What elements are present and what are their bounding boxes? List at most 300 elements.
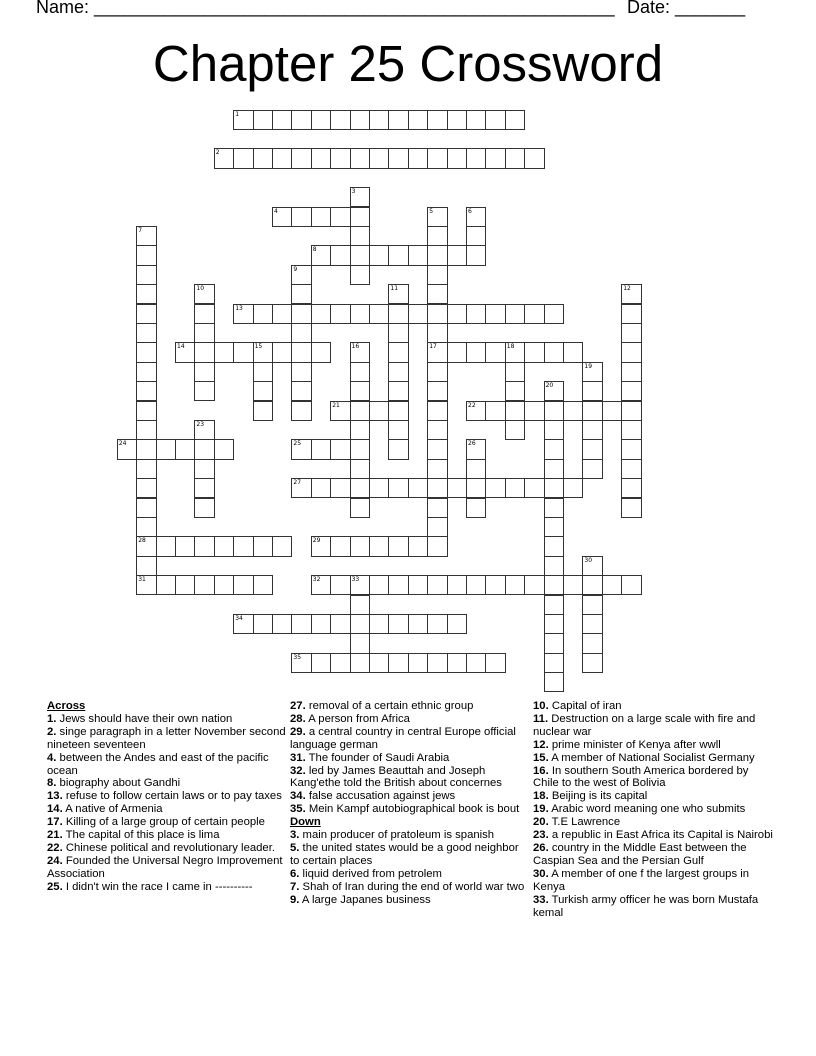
grid-cell[interactable] bbox=[388, 342, 408, 362]
clue-number: 8. bbox=[47, 777, 57, 790]
grid-cell[interactable] bbox=[233, 614, 253, 634]
grid-cell[interactable] bbox=[175, 439, 195, 459]
grid-cell[interactable] bbox=[350, 498, 370, 518]
grid-cell[interactable] bbox=[408, 304, 428, 324]
grid-cell[interactable] bbox=[388, 284, 408, 304]
grid-cell[interactable] bbox=[194, 439, 214, 459]
grid-cell[interactable] bbox=[427, 498, 447, 518]
grid-cell[interactable] bbox=[350, 439, 370, 459]
grid-cell[interactable] bbox=[194, 498, 214, 518]
grid-cell[interactable] bbox=[136, 342, 156, 362]
grid-cell[interactable] bbox=[563, 342, 583, 362]
grid-cell[interactable] bbox=[447, 304, 467, 324]
grid-cell[interactable] bbox=[388, 478, 408, 498]
grid-cell[interactable] bbox=[427, 148, 447, 168]
grid-cell[interactable] bbox=[194, 342, 214, 362]
grid-cell[interactable] bbox=[621, 284, 641, 304]
grid-cell[interactable] bbox=[136, 498, 156, 518]
page-title: Chapter 25 Crossword bbox=[152, 35, 664, 92]
grid-cell[interactable] bbox=[447, 614, 467, 634]
grid-cell[interactable] bbox=[156, 536, 176, 556]
grid-cell[interactable] bbox=[621, 381, 641, 401]
grid-cell[interactable] bbox=[466, 226, 486, 246]
grid-cell[interactable] bbox=[485, 478, 505, 498]
grid-cell[interactable] bbox=[621, 362, 641, 382]
grid-cell[interactable] bbox=[291, 614, 311, 634]
grid-cell[interactable] bbox=[350, 595, 370, 615]
grid-cell[interactable] bbox=[291, 284, 311, 304]
grid-cell[interactable] bbox=[136, 226, 156, 246]
grid-cell[interactable] bbox=[485, 401, 505, 421]
grid-cell[interactable] bbox=[388, 439, 408, 459]
grid-cell[interactable] bbox=[505, 362, 525, 382]
grid-cell[interactable] bbox=[485, 575, 505, 595]
grid-cell[interactable] bbox=[466, 110, 486, 130]
grid-cell[interactable] bbox=[136, 478, 156, 498]
grid-cell[interactable] bbox=[621, 459, 641, 479]
grid-cell[interactable] bbox=[388, 245, 408, 265]
grid-cell[interactable] bbox=[466, 653, 486, 673]
grid-cell[interactable] bbox=[505, 148, 525, 168]
grid-cell[interactable] bbox=[427, 439, 447, 459]
grid-cell[interactable] bbox=[621, 304, 641, 324]
grid-cell[interactable] bbox=[582, 439, 602, 459]
grid-cell[interactable] bbox=[447, 653, 467, 673]
grid-cell[interactable] bbox=[369, 478, 389, 498]
grid-cell[interactable] bbox=[369, 536, 389, 556]
grid-cell[interactable] bbox=[233, 342, 253, 362]
grid-cell[interactable] bbox=[505, 110, 525, 130]
grid-cell[interactable] bbox=[524, 304, 544, 324]
grid-cell[interactable] bbox=[427, 536, 447, 556]
date-field[interactable]: Date: _______ bbox=[627, 0, 746, 17]
grid-cell[interactable] bbox=[253, 342, 273, 362]
grid-cell[interactable] bbox=[621, 323, 641, 343]
grid-cell[interactable] bbox=[544, 614, 564, 634]
grid-cell[interactable] bbox=[466, 575, 486, 595]
grid-cell[interactable] bbox=[194, 362, 214, 382]
grid-cell[interactable] bbox=[350, 614, 370, 634]
clue-number: 16. bbox=[533, 764, 549, 777]
grid-cell[interactable] bbox=[330, 110, 350, 130]
grid-cell[interactable] bbox=[136, 245, 156, 265]
grid-cell[interactable] bbox=[408, 653, 428, 673]
grid-cell[interactable] bbox=[369, 148, 389, 168]
grid-cell[interactable] bbox=[272, 342, 292, 362]
grid-cell[interactable] bbox=[582, 614, 602, 634]
grid-cell[interactable] bbox=[408, 536, 428, 556]
grid-cell[interactable] bbox=[369, 401, 389, 421]
grid-cell[interactable] bbox=[524, 148, 544, 168]
grid-cell[interactable] bbox=[427, 459, 447, 479]
grid-cell[interactable] bbox=[388, 401, 408, 421]
clue-across bbox=[47, 726, 287, 752]
grid-cell[interactable] bbox=[214, 439, 234, 459]
grid-cell[interactable] bbox=[350, 381, 370, 401]
grid-cell[interactable] bbox=[544, 653, 564, 673]
grid-cell[interactable] bbox=[447, 110, 467, 130]
grid-cell[interactable] bbox=[582, 381, 602, 401]
grid-cell[interactable] bbox=[350, 110, 370, 130]
grid-cell[interactable] bbox=[466, 439, 486, 459]
grid-cell[interactable] bbox=[330, 478, 350, 498]
grid-cell[interactable] bbox=[350, 653, 370, 673]
grid-cell[interactable] bbox=[388, 381, 408, 401]
grid-cell[interactable] bbox=[582, 595, 602, 615]
grid-cell[interactable] bbox=[136, 304, 156, 324]
grid-cell[interactable] bbox=[117, 439, 137, 459]
grid-cell[interactable] bbox=[563, 575, 583, 595]
grid-cell[interactable] bbox=[544, 478, 564, 498]
grid-cell[interactable] bbox=[427, 614, 447, 634]
grid-cell[interactable] bbox=[582, 401, 602, 421]
grid-cell[interactable] bbox=[156, 439, 176, 459]
grid-cell[interactable] bbox=[136, 284, 156, 304]
grid-cell[interactable] bbox=[485, 304, 505, 324]
grid-cell[interactable] bbox=[350, 633, 370, 653]
grid-cell[interactable] bbox=[427, 245, 447, 265]
grid-cell[interactable] bbox=[311, 439, 331, 459]
grid-cell[interactable] bbox=[311, 614, 331, 634]
grid-cell[interactable] bbox=[311, 245, 331, 265]
grid-cell[interactable] bbox=[291, 381, 311, 401]
grid-cell[interactable] bbox=[369, 245, 389, 265]
grid-cell[interactable] bbox=[582, 459, 602, 479]
clue-number: 2 bbox=[215, 149, 220, 157]
clue-down bbox=[533, 803, 773, 816]
grid-cell[interactable] bbox=[466, 304, 486, 324]
grid-cell[interactable] bbox=[544, 556, 564, 576]
grid-cell[interactable] bbox=[311, 342, 331, 362]
grid-cell[interactable] bbox=[311, 148, 331, 168]
grid-cell[interactable] bbox=[350, 575, 370, 595]
grid-cell[interactable] bbox=[136, 536, 156, 556]
grid-cell[interactable] bbox=[253, 362, 273, 382]
grid-cell[interactable] bbox=[272, 110, 292, 130]
grid-cell[interactable] bbox=[194, 304, 214, 324]
grid-cell[interactable] bbox=[350, 401, 370, 421]
grid-cell[interactable] bbox=[485, 110, 505, 130]
grid-cell[interactable] bbox=[582, 633, 602, 653]
grid-cell[interactable] bbox=[291, 342, 311, 362]
grid-cell[interactable] bbox=[233, 575, 253, 595]
grid-cell[interactable] bbox=[136, 323, 156, 343]
grid-cell[interactable] bbox=[505, 381, 525, 401]
grid-cell[interactable] bbox=[621, 498, 641, 518]
grid-cell[interactable] bbox=[505, 478, 525, 498]
grid-cell[interactable] bbox=[466, 459, 486, 479]
grid-cell[interactable] bbox=[427, 265, 447, 285]
grid-cell[interactable] bbox=[505, 304, 525, 324]
grid-cell[interactable] bbox=[408, 478, 428, 498]
grid-cell[interactable] bbox=[621, 478, 641, 498]
grid-cell[interactable] bbox=[544, 420, 564, 440]
grid-cell[interactable] bbox=[350, 148, 370, 168]
grid-cell[interactable] bbox=[291, 265, 311, 285]
grid-cell[interactable] bbox=[505, 401, 525, 421]
grid-cell[interactable] bbox=[350, 207, 370, 227]
grid-cell[interactable] bbox=[427, 342, 447, 362]
grid-cell[interactable] bbox=[388, 323, 408, 343]
grid-cell[interactable] bbox=[408, 245, 428, 265]
grid-cell[interactable] bbox=[582, 420, 602, 440]
grid-cell[interactable] bbox=[544, 633, 564, 653]
grid-cell[interactable] bbox=[544, 672, 564, 692]
grid-cell[interactable] bbox=[233, 304, 253, 324]
grid-cell[interactable] bbox=[582, 575, 602, 595]
grid-cell[interactable] bbox=[621, 575, 641, 595]
grid-cell[interactable] bbox=[291, 110, 311, 130]
grid-cell[interactable] bbox=[253, 304, 273, 324]
grid-cell[interactable] bbox=[350, 187, 370, 207]
grid-cell[interactable] bbox=[369, 110, 389, 130]
grid-cell[interactable] bbox=[194, 323, 214, 343]
grid-cell[interactable] bbox=[427, 110, 447, 130]
grid-cell[interactable] bbox=[350, 265, 370, 285]
grid-cell[interactable] bbox=[544, 498, 564, 518]
grid-cell[interactable] bbox=[291, 148, 311, 168]
grid-cell[interactable] bbox=[253, 381, 273, 401]
grid-cell[interactable] bbox=[427, 284, 447, 304]
grid-cell[interactable] bbox=[272, 304, 292, 324]
grid-cell[interactable] bbox=[136, 459, 156, 479]
grid-cell[interactable] bbox=[194, 478, 214, 498]
grid-cell[interactable] bbox=[602, 575, 622, 595]
grid-cell[interactable] bbox=[388, 304, 408, 324]
grid-cell[interactable] bbox=[408, 614, 428, 634]
grid-cell[interactable] bbox=[194, 381, 214, 401]
grid-cell[interactable] bbox=[427, 323, 447, 343]
grid-cell[interactable] bbox=[427, 653, 447, 673]
grid-cell[interactable] bbox=[330, 575, 350, 595]
grid-cell[interactable] bbox=[466, 245, 486, 265]
grid-cell[interactable] bbox=[194, 420, 214, 440]
grid-cell[interactable] bbox=[350, 362, 370, 382]
grid-cell[interactable] bbox=[311, 478, 331, 498]
grid-cell[interactable] bbox=[466, 148, 486, 168]
grid-cell[interactable] bbox=[330, 439, 350, 459]
grid-cell[interactable] bbox=[291, 439, 311, 459]
grid-cell[interactable] bbox=[350, 536, 370, 556]
grid-cell[interactable] bbox=[466, 478, 486, 498]
grid-cell[interactable] bbox=[524, 342, 544, 362]
grid-cell[interactable] bbox=[544, 342, 564, 362]
grid-cell[interactable] bbox=[311, 536, 331, 556]
grid-cell[interactable] bbox=[544, 575, 564, 595]
grid-cell[interactable] bbox=[272, 207, 292, 227]
grid-cell[interactable] bbox=[253, 575, 273, 595]
grid-cell[interactable] bbox=[427, 304, 447, 324]
grid-cell[interactable] bbox=[621, 401, 641, 421]
grid-cell[interactable] bbox=[427, 575, 447, 595]
grid-cell[interactable] bbox=[582, 556, 602, 576]
grid-cell[interactable] bbox=[524, 478, 544, 498]
grid-cell[interactable] bbox=[505, 575, 525, 595]
grid-cell[interactable] bbox=[466, 342, 486, 362]
name-field[interactable]: Name: ____________________________________________________ bbox=[36, 0, 615, 17]
grid-cell[interactable] bbox=[369, 304, 389, 324]
grid-cell[interactable] bbox=[544, 439, 564, 459]
grid-cell[interactable] bbox=[136, 556, 156, 576]
grid-cell[interactable] bbox=[544, 517, 564, 537]
grid-cell[interactable] bbox=[136, 401, 156, 421]
grid-cell[interactable] bbox=[272, 536, 292, 556]
grid-cell[interactable] bbox=[175, 536, 195, 556]
grid-cell[interactable] bbox=[466, 401, 486, 421]
grid-cell[interactable] bbox=[194, 284, 214, 304]
grid-cell[interactable] bbox=[194, 575, 214, 595]
grid-cell[interactable] bbox=[388, 653, 408, 673]
grid-cell[interactable] bbox=[350, 478, 370, 498]
grid-cell[interactable] bbox=[388, 362, 408, 382]
grid-cell[interactable] bbox=[563, 401, 583, 421]
grid-cell[interactable] bbox=[388, 614, 408, 634]
grid-cell[interactable] bbox=[408, 110, 428, 130]
grid-cell[interactable] bbox=[563, 478, 583, 498]
grid-cell[interactable] bbox=[388, 110, 408, 130]
grid-cell[interactable] bbox=[621, 439, 641, 459]
grid-cell[interactable] bbox=[272, 614, 292, 634]
grid-cell[interactable] bbox=[524, 401, 544, 421]
grid-cell[interactable] bbox=[447, 575, 467, 595]
clue-down bbox=[533, 765, 773, 791]
grid-cell[interactable] bbox=[350, 459, 370, 479]
grid-cell[interactable] bbox=[136, 265, 156, 285]
grid-cell[interactable] bbox=[291, 323, 311, 343]
grid-cell[interactable] bbox=[330, 207, 350, 227]
grid-cell[interactable] bbox=[485, 653, 505, 673]
grid-cell[interactable] bbox=[330, 148, 350, 168]
grid-cell[interactable] bbox=[485, 342, 505, 362]
grid-cell[interactable] bbox=[350, 342, 370, 362]
grid-cell[interactable] bbox=[350, 304, 370, 324]
grid-cell[interactable] bbox=[311, 207, 331, 227]
grid-cell[interactable] bbox=[175, 342, 195, 362]
grid-cell[interactable] bbox=[447, 342, 467, 362]
grid-cell[interactable] bbox=[544, 595, 564, 615]
grid-cell[interactable] bbox=[369, 575, 389, 595]
grid-cell[interactable] bbox=[582, 362, 602, 382]
grid-cell[interactable] bbox=[136, 575, 156, 595]
grid-cell[interactable] bbox=[253, 536, 273, 556]
grid-cell[interactable] bbox=[582, 653, 602, 673]
grid-cell[interactable] bbox=[427, 401, 447, 421]
grid-cell[interactable] bbox=[175, 575, 195, 595]
grid-cell[interactable] bbox=[485, 148, 505, 168]
grid-cell[interactable] bbox=[388, 148, 408, 168]
grid-cell[interactable] bbox=[544, 401, 564, 421]
grid-cell[interactable] bbox=[330, 614, 350, 634]
grid-cell[interactable] bbox=[427, 420, 447, 440]
grid-cell[interactable] bbox=[369, 653, 389, 673]
grid-cell[interactable] bbox=[505, 420, 525, 440]
grid-cell[interactable] bbox=[447, 245, 467, 265]
grid-cell[interactable] bbox=[156, 575, 176, 595]
grid-cell[interactable] bbox=[214, 148, 234, 168]
grid-cell[interactable] bbox=[447, 478, 467, 498]
grid-cell[interactable] bbox=[505, 342, 525, 362]
grid-cell[interactable] bbox=[427, 226, 447, 246]
grid-cell[interactable] bbox=[330, 401, 350, 421]
clue-number: 31. bbox=[290, 751, 306, 764]
grid-cell[interactable] bbox=[427, 362, 447, 382]
grid-cell[interactable] bbox=[214, 536, 234, 556]
grid-cell[interactable] bbox=[602, 401, 622, 421]
grid-cell[interactable] bbox=[330, 245, 350, 265]
grid-cell[interactable] bbox=[253, 110, 273, 130]
grid-cell[interactable] bbox=[136, 517, 156, 537]
grid-cell[interactable] bbox=[427, 381, 447, 401]
grid-cell[interactable] bbox=[214, 575, 234, 595]
grid-cell[interactable] bbox=[466, 207, 486, 227]
grid-cell[interactable] bbox=[408, 575, 428, 595]
clue-number: 13 bbox=[235, 304, 243, 312]
grid-cell[interactable] bbox=[544, 381, 564, 401]
grid-cell[interactable] bbox=[350, 245, 370, 265]
grid-cell[interactable] bbox=[369, 614, 389, 634]
grid-cell[interactable] bbox=[291, 304, 311, 324]
grid-cell[interactable] bbox=[427, 207, 447, 227]
grid-cell[interactable] bbox=[214, 342, 234, 362]
grid-cell[interactable] bbox=[621, 420, 641, 440]
grid-cell[interactable] bbox=[311, 653, 331, 673]
grid-cell[interactable] bbox=[311, 575, 331, 595]
grid-cell[interactable] bbox=[427, 478, 447, 498]
grid-cell[interactable] bbox=[466, 498, 486, 518]
clue-text: between the Andes and east of the pacific ocean bbox=[47, 751, 269, 777]
grid-cell[interactable] bbox=[427, 517, 447, 537]
grid-cell[interactable] bbox=[136, 381, 156, 401]
grid-cell[interactable] bbox=[233, 148, 253, 168]
grid-cell[interactable] bbox=[388, 536, 408, 556]
grid-cell[interactable] bbox=[291, 207, 311, 227]
grid-cell[interactable] bbox=[330, 304, 350, 324]
grid-cell[interactable] bbox=[136, 439, 156, 459]
grid-cell[interactable] bbox=[621, 342, 641, 362]
clue-number: 35. bbox=[290, 803, 306, 816]
grid-cell[interactable] bbox=[136, 362, 156, 382]
grid-cell[interactable] bbox=[350, 420, 370, 440]
grid-cell[interactable] bbox=[136, 420, 156, 440]
grid-cell[interactable] bbox=[233, 110, 253, 130]
grid-cell[interactable] bbox=[311, 304, 331, 324]
grid-cell[interactable] bbox=[253, 614, 273, 634]
grid-cell[interactable] bbox=[544, 304, 564, 324]
grid-cell[interactable] bbox=[408, 148, 428, 168]
grid-cell[interactable] bbox=[544, 459, 564, 479]
grid-cell[interactable] bbox=[388, 420, 408, 440]
grid-cell[interactable] bbox=[291, 401, 311, 421]
grid-cell[interactable] bbox=[291, 653, 311, 673]
grid-cell[interactable] bbox=[253, 401, 273, 421]
grid-cell[interactable] bbox=[388, 575, 408, 595]
grid-cell[interactable] bbox=[291, 478, 311, 498]
grid-cell[interactable] bbox=[272, 148, 292, 168]
grid-cell[interactable] bbox=[447, 148, 467, 168]
grid-cell[interactable] bbox=[524, 575, 544, 595]
grid-cell[interactable] bbox=[544, 536, 564, 556]
grid-cell[interactable] bbox=[253, 148, 273, 168]
grid-cell[interactable] bbox=[233, 536, 253, 556]
clue-across bbox=[290, 790, 530, 803]
grid-cell[interactable] bbox=[291, 362, 311, 382]
grid-cell[interactable] bbox=[330, 536, 350, 556]
grid-cell[interactable] bbox=[311, 110, 331, 130]
grid-cell[interactable] bbox=[330, 653, 350, 673]
grid-cell[interactable] bbox=[194, 536, 214, 556]
grid-cell[interactable] bbox=[194, 459, 214, 479]
grid-cell[interactable] bbox=[350, 226, 370, 246]
